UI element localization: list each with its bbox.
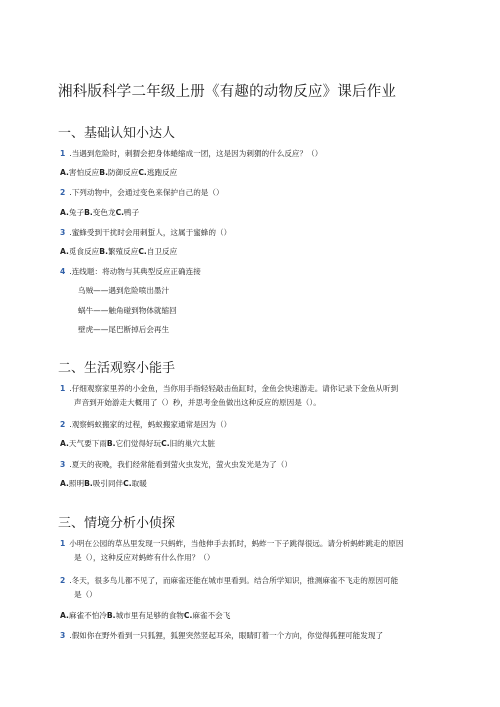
question-number: 1: [60, 149, 66, 158]
option-b-letter: B.: [84, 479, 93, 488]
option-b-letter: B.: [106, 611, 116, 620]
question-1-3: [60, 226, 231, 240]
question-text: .观察蚂蚁搬家的过程，蚂蚁搬家通常是因为（）: [69, 420, 232, 429]
question-text-line1: .仔细观察家里养的小金鱼，当你用手指轻轻敲击鱼缸时，金鱼会快速游走。请你记录下金鱼从听到: [69, 384, 399, 393]
options-3-2: [60, 610, 230, 622]
option-b-letter: B.: [99, 247, 108, 256]
option-c: 旧的巢穴太脏: [169, 439, 216, 448]
question-1-4: [60, 265, 201, 279]
option-b: 吸引同伴: [92, 479, 124, 488]
question-number: 2: [60, 188, 66, 197]
option-c: 逃跑反应: [146, 168, 178, 177]
question-number: 3: [60, 460, 66, 469]
question-2-3: [60, 458, 292, 472]
option-c-letter: C.: [115, 208, 125, 217]
option-a-letter: A.: [60, 168, 69, 177]
option-a-letter: A.: [60, 247, 69, 256]
options-2-2: [60, 438, 215, 450]
question-number: 3: [60, 631, 66, 640]
matching-pair: 乌贼——遇到危险喷出墨汁: [78, 286, 170, 295]
option-b: 变色龙: [92, 208, 116, 217]
options-1-1: [60, 167, 177, 179]
matching-pair: 蜗牛——触角碰到物体就缩回: [78, 306, 177, 315]
question-3-3: [60, 629, 383, 643]
question-text-line1: .冬天，很多鸟儿都不见了，而麻雀还能在城市里看到。结合所学知识，推测麻雀不飞走的原因可能: [69, 576, 399, 585]
question-3-1: [60, 537, 440, 565]
option-c: 麻雀不会飞: [192, 611, 231, 620]
option-a: 天气要下雨: [68, 439, 107, 448]
option-c-letter: C.: [161, 439, 170, 448]
question-text: .下列动物中，会通过变色来保护自己的是（）: [69, 188, 224, 197]
option-a-letter: A.: [60, 439, 69, 448]
question-2-2: [60, 418, 231, 432]
question-number: 3: [60, 228, 66, 237]
option-c: 取暖: [131, 479, 147, 488]
question-3-2: [60, 574, 440, 602]
page-title: 湘科版科学二年级上册《有趣的动物反应》课后作业: [58, 84, 397, 100]
option-b-letter: B.: [106, 439, 116, 448]
question-number: 4: [60, 267, 66, 276]
option-a: 兔子: [68, 208, 85, 217]
question-1-2: [60, 186, 224, 200]
question-text-line2: 声音到开始游走大概用了（）秒，并思考金鱼做出这种反应的原因是（）。: [74, 398, 321, 407]
option-c-letter: C.: [138, 168, 147, 177]
question-number: 1: [60, 539, 66, 548]
question-1-1: [60, 147, 322, 161]
options-1-2: [60, 207, 139, 219]
option-a: 觅食反应: [68, 247, 100, 256]
option-b-letter: B.: [84, 208, 93, 217]
question-number: 2: [60, 420, 66, 429]
question-2-1: [60, 382, 440, 410]
option-c-letter: C.: [123, 479, 132, 488]
option-c-letter: C.: [183, 611, 193, 620]
option-b: 城市里有足够的食物: [115, 611, 184, 620]
option-a-letter: A.: [60, 479, 69, 488]
option-b: 繁殖反应: [107, 247, 139, 256]
question-text-line2: 是（）: [74, 590, 97, 599]
question-text: .当遇到危险时，刺猬会把身体蜷缩成一团，这是因为刺猬的什么反应？（）: [69, 149, 323, 158]
option-b: 它们觉得好玩: [115, 439, 162, 448]
option-c: 鸭子: [124, 208, 140, 217]
option-a-letter: A.: [60, 208, 69, 217]
question-text: .连线题：将动物与其典型反应正确连接: [69, 267, 201, 276]
option-c-letter: C.: [138, 247, 147, 256]
section-heading-analyze: 三、情境分析小侦探: [58, 516, 176, 531]
option-a-letter: A.: [60, 611, 69, 620]
question-number: 1: [60, 384, 66, 393]
option-a: 害怕反应: [68, 168, 100, 177]
option-a: 照明: [68, 479, 85, 488]
question-text: .假如你在野外看到一只狐狸，狐狸突然竖起耳朵，眼睛盯着一个方向，你觉得狐狸可能发现了: [69, 631, 384, 640]
matching-pair: 壁虎——尾巴断掉后会再生: [78, 325, 170, 334]
question-number: 2: [60, 576, 66, 585]
section-heading-observe: 二、生活观察小能手: [58, 361, 176, 376]
option-a: 麻雀不怕冷: [68, 611, 107, 620]
question-text: .蜜蜂受到干扰时会用刺蜇人，这属于蜜蜂的（）: [69, 228, 232, 237]
section-heading-basic: 一、基础认知小达人: [58, 126, 176, 141]
option-c: 自卫反应: [146, 247, 178, 256]
option-b-letter: B.: [99, 168, 108, 177]
options-2-3: [60, 478, 147, 490]
question-text: .夏天的夜晚，我们经常能看到萤火虫发光，萤火虫发光是为了（）: [69, 460, 292, 469]
option-b: 防御反应: [107, 168, 139, 177]
question-text-line1: 小明在公园的草丛里发现一只蚂蚱，当他伸手去抓时，蚂蚱一下子跳得很远。请分析蚂蚱跳走的原因: [69, 539, 404, 548]
question-text-line2: 是（），这种反应对蚂蚱有什么作用？（）: [74, 553, 215, 562]
options-1-3: [60, 246, 177, 258]
